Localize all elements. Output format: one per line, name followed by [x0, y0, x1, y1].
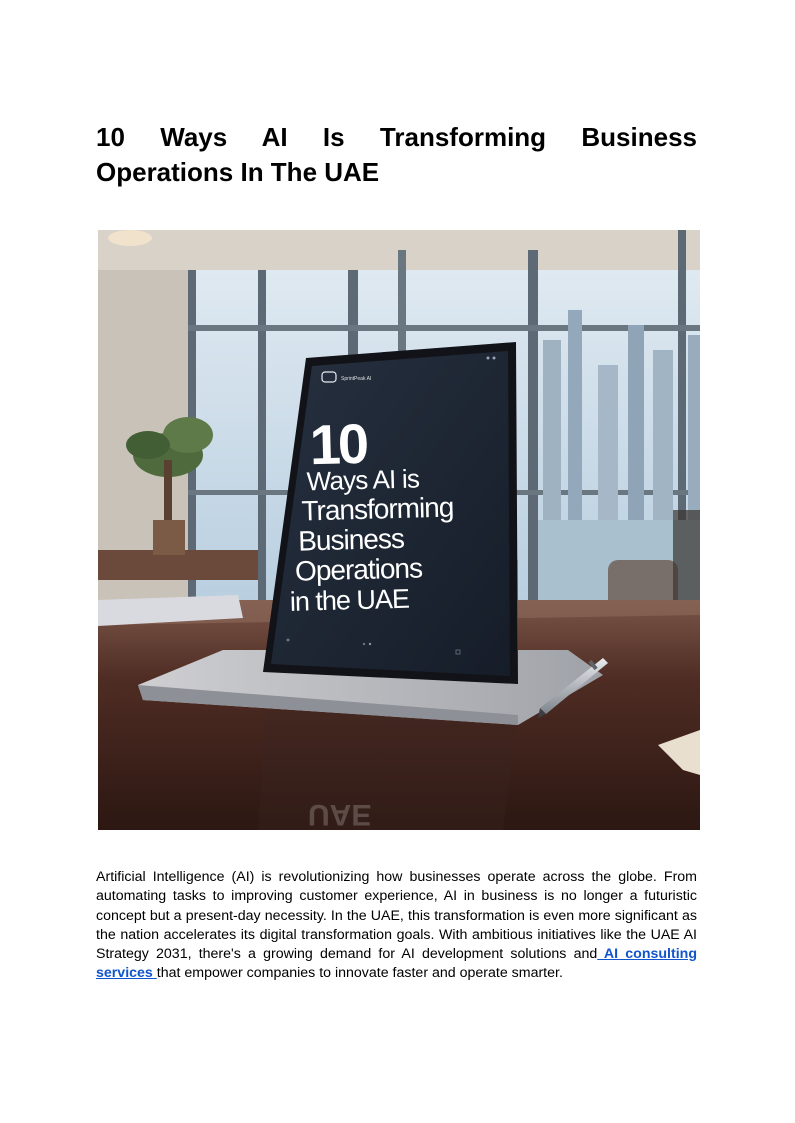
reflection-line-1: UAE: [308, 798, 372, 831]
paragraph-text-before: Artificial Intelligence (AI) is revolutionizing how businesses operate across the globe. From automating tasks to improving customer experience, AI in business is no longer a futuristic concept but a present-day necessity. In the UAE, this transformation is even more significant as the nation accelerates its digital transformation goals. With ambitious initiatives like the UAE AI Strategy 2031, there's a growing demand for: [96, 869, 697, 963]
tablet-reflection: [258, 710, 518, 859]
page-title: 10 Ways AI Is Transforming Business Operations In The UAE: [96, 122, 697, 187]
reflection-line-2: Business: [303, 829, 419, 859]
tablet-line-1: Ways AI is: [306, 463, 420, 497]
tablet-line-5: in the UAE: [289, 583, 410, 617]
tablet-line-2: Transforming: [301, 491, 454, 527]
ai-consulting-services-link[interactable]: AI consulting services: [96, 946, 697, 982]
paragraph-text-after: that empower companies to innovate faster and operate smarter.: [156, 965, 563, 982]
intro-paragraph: [96, 868, 697, 984]
hero-image: [98, 230, 700, 859]
paragraph-text-middle: and: [566, 946, 598, 963]
hero-image-illustration: [98, 230, 700, 859]
tablet-line-4: Operations: [294, 552, 423, 587]
tablet-brand: SprintPeak AI: [341, 376, 372, 382]
ai-development-solutions-link[interactable]: AI development solutions: [394, 946, 567, 963]
tablet-number: 10: [308, 411, 367, 477]
tablet: [263, 342, 518, 684]
tablet-line-3: Business: [297, 522, 405, 557]
